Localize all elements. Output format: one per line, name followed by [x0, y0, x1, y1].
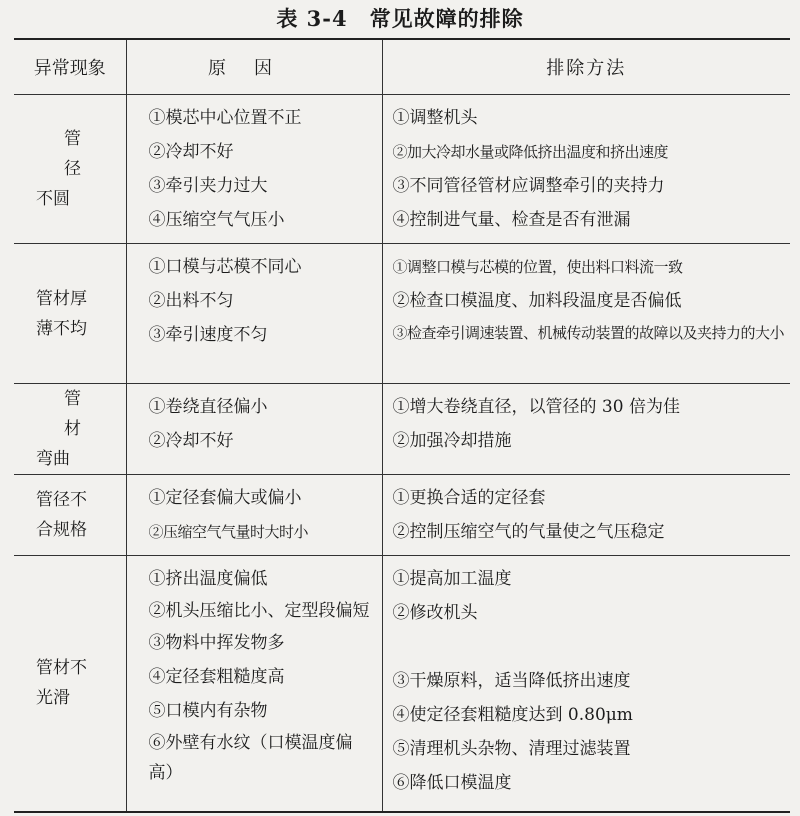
phenomenon-cell: 管径 不圆 [14, 95, 126, 244]
cause-cell [126, 556, 382, 812]
cause-cell [126, 244, 382, 384]
cause-item: ②冷却不好 [148, 142, 234, 162]
cause-item: ②压缩空气气量时大时小 [148, 523, 309, 541]
cause-item: ①挤出温度偏低 [148, 569, 268, 589]
remedy-item: ①增大卷绕直径，以管径的 30 倍为佳 [392, 397, 680, 417]
remedy-cell [382, 556, 790, 812]
remedy-item: ③检查牵引调速装置、机械传动装置的故障以及夹持力的大小 [392, 324, 785, 342]
cause-item: ③物料中挥发物多 [148, 633, 285, 653]
cause-item: ②冷却不好 [148, 431, 234, 451]
cause-item: ①模芯中心位置不正 [148, 108, 302, 128]
remedy-item: ④使定径套粗糙度达到 0.80μm [392, 705, 633, 725]
cause-cell [126, 475, 382, 556]
remedy-item: ①提高加工温度 [392, 569, 512, 589]
table-row [14, 384, 790, 475]
remedy-item: ②加强冷却措施 [392, 431, 512, 451]
cause-item: ①卷绕直径偏小 [148, 397, 268, 417]
remedy-item: ③不同管径管材应调整牵引的夹持力 [392, 176, 665, 196]
header-remedy: 排除方法 [382, 39, 790, 95]
cause-item: ②出料不匀 [148, 291, 234, 311]
cause-cell [126, 95, 382, 244]
remedy-item: ②控制压缩空气的气量使之气压稳定 [392, 522, 665, 542]
table-row [14, 244, 790, 384]
remedy-cell [382, 95, 790, 244]
fault-table [14, 38, 790, 813]
remedy-item: ⑥降低口模温度 [392, 773, 512, 793]
header-phenomenon: 异常现象 [14, 39, 126, 95]
cause-cell [126, 384, 382, 475]
table-row [14, 475, 790, 556]
phenomenon-cell: 管材 弯曲 [14, 384, 126, 475]
phenomenon-cell: 管材厚 薄不均 [14, 244, 126, 384]
cause-item: ④压缩空气气压小 [148, 210, 285, 230]
remedy-cell [382, 475, 790, 556]
header-cause: 原因 [126, 39, 382, 95]
remedy-item: ①更换合适的定径套 [392, 488, 546, 508]
remedy-item: ②修改机头 [392, 603, 478, 623]
cause-item: ③牵引夹力过大 [148, 176, 268, 196]
table-row [14, 556, 790, 812]
cause-item: ①定径套偏大或偏小 [148, 488, 302, 508]
table-row [14, 95, 790, 244]
phenomenon-cell: 管材不 光滑 [14, 556, 126, 812]
cause-item: ④定径套粗糙度高 [148, 667, 285, 687]
remedy-item: ②加大冷却水量或降低挤出温度和挤出速度 [392, 143, 669, 161]
remedy-item: ⑤清理机头杂物、清理过滤装置 [392, 739, 631, 759]
header-row [14, 39, 790, 95]
remedy-item: ①调整口模与芯模的位置，使出料口料流一致 [392, 258, 683, 276]
remedy-item: ①调整机头 [392, 108, 478, 128]
remedy-item: ③干燥原料，适当降低挤出速度 [392, 671, 631, 691]
remedy-cell [382, 244, 790, 384]
remedy-cell [382, 384, 790, 475]
cause-item: ②机头压缩比小、定型段偏短 [148, 601, 370, 621]
cause-item: ①口模与芯模不同心 [148, 257, 302, 277]
table-caption: 表 3-4 常见故障的排除 [276, 6, 524, 31]
cause-item: ③牵引速度不匀 [148, 325, 268, 345]
phenomenon-cell: 管径不 合规格 [14, 475, 126, 556]
remedy-item: ②检查口模温度、加料段温度是否偏低 [392, 291, 682, 311]
cause-item: ⑥外壁有水纹（口模温度偏高） [148, 733, 353, 783]
remedy-item: ④控制进气量、检查是否有泄漏 [392, 210, 631, 230]
cause-item: ⑤口模内有杂物 [148, 701, 268, 721]
